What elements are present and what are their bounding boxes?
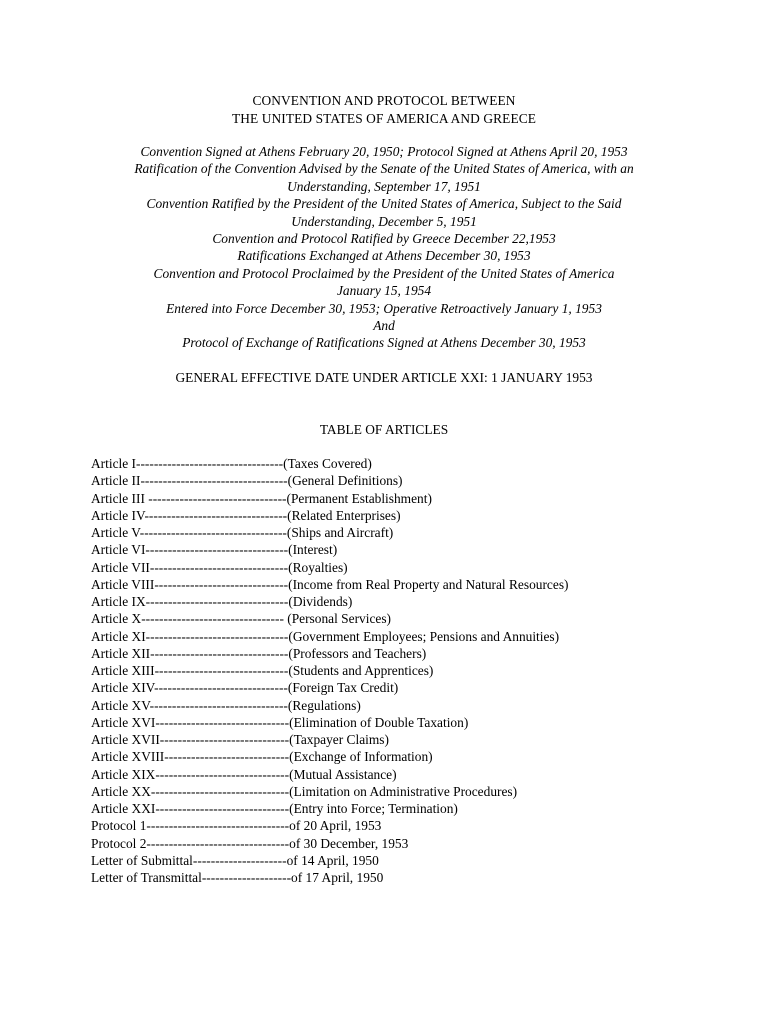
toc-entry <box>91 559 731 576</box>
toc-entry-label: Article IV <box>91 507 145 523</box>
toc-entry <box>91 852 731 869</box>
toc-entry-label: Article XVIII <box>91 749 165 765</box>
toc-entry-leader: ---------------------------- <box>164 749 290 765</box>
toc-entry-label: Article I <box>91 456 136 471</box>
toc-entry-leader: ------------------------------- <box>150 783 290 799</box>
toc-entry-description: of 14 April, 1950 <box>286 852 379 868</box>
toc-entry-label: Article XVII <box>91 732 160 747</box>
toc-entry <box>91 679 731 696</box>
toc-entry-leader: ------------------------------- <box>149 559 289 575</box>
history-line: Understanding, December 5, 1951 <box>291 213 477 229</box>
toc-entry-label: Article VIII <box>91 576 155 592</box>
toc-entry-description: (Professors and Teachers) <box>288 645 427 661</box>
toc-entry-description: (Entry into Force; Termination) <box>289 801 458 816</box>
effective-date: GENERAL EFFECTIVE DATE UNDER ARTICLE XXI: 1 JANUARY 1953 <box>175 370 593 385</box>
toc-entry-leader: --------------------- <box>192 852 287 868</box>
toc-entry-label: Article VII <box>91 559 150 575</box>
toc-entry-label: Article VI <box>91 542 146 558</box>
toc-entry-label: Article XIX <box>91 766 156 782</box>
toc-entry-description: (Students and Apprentices) <box>288 663 434 678</box>
toc-entry-leader: ------------------------------ <box>154 663 289 678</box>
toc-entry-label: Article XIV <box>91 680 155 696</box>
toc-entry-description: (Taxes Covered) <box>283 456 372 471</box>
toc-entry-label: Article XX <box>91 783 151 799</box>
toc-entry-description: (Income from Real Property and Natural Resources) <box>288 576 569 592</box>
history-line: January 15, 1954 <box>336 283 432 299</box>
toc-entry-leader: -------------------------------- <box>145 594 289 609</box>
toc-entry <box>91 455 731 472</box>
toc-entry-description: (Government Employees; Pensions and Annuities) <box>288 628 560 644</box>
toc-entry <box>91 748 731 765</box>
toc-entry <box>91 817 731 834</box>
toc-entry-description: (General Definitions) <box>287 473 403 489</box>
toc-entry-label: Protocol 1 <box>91 818 147 834</box>
toc-entry <box>91 869 731 886</box>
toc-entry <box>91 507 731 524</box>
history-line: Convention Signed at Athens February 20, 1950; Protocol Signed at Athens April 20, 1953 <box>140 144 628 159</box>
title-line-2: THE UNITED STATES OF AMERICA AND GREECE <box>231 110 537 126</box>
toc-entry <box>91 697 731 714</box>
toc-entry-leader: ------------------------------- <box>148 490 287 506</box>
treaty-history <box>0 143 768 352</box>
toc-entry-leader: --------------------------------- <box>139 525 287 540</box>
toc-entry-description: (Permanent Establishment) <box>286 490 432 506</box>
toc-entry-leader: ------------------------------- <box>150 645 289 661</box>
toc-entry-description: (Royalties) <box>288 559 348 575</box>
toc-entry-label: Article XV <box>91 697 150 713</box>
toc-entry-leader: ----------------------------- <box>159 732 290 747</box>
toc-entry <box>91 714 731 731</box>
toc-entry-leader: --------------------------------- <box>135 456 284 471</box>
toc-entry <box>91 472 731 489</box>
toc-entry <box>91 662 731 679</box>
toc-entry-description: (Exchange of Information) <box>289 749 433 765</box>
toc-entry-label: Article X <box>91 611 142 627</box>
toc-entry <box>91 490 731 507</box>
toc-entry-leader: -------------------------------- <box>146 835 290 851</box>
toc-entry-description: of 30 December, 1953 <box>289 835 409 851</box>
toc-entry-leader: ------------------------------ <box>155 766 290 782</box>
history-line: Protocol of Exchange of Ratifications Signed at Athens December 30, 1953 <box>182 335 586 351</box>
toc-entry-leader: --------------------------------- <box>140 473 288 489</box>
toc-entry-label: Article III <box>91 490 149 506</box>
toc-entry-leader: ------------------------------ <box>154 680 288 696</box>
toc-entry-description: (Foreign Tax Credit) <box>287 680 399 696</box>
toc-entry-label: Article XI <box>91 628 146 644</box>
toc-entry-leader: -------------------------------- <box>144 507 288 523</box>
toc-entry-description: of 17 April, 1950 <box>291 870 384 885</box>
toc-entry <box>91 645 731 662</box>
toc-entry-description: (Interest) <box>288 542 338 558</box>
toc-entry-leader: ------------------------------ <box>154 576 289 592</box>
toc-entry <box>91 593 731 610</box>
toc-entry-leader: -------------------------------- <box>145 628 289 644</box>
history-line: Understanding, September 17, 1951 <box>287 178 481 194</box>
toc-entry-leader: -------------------------------- <box>145 542 289 558</box>
history-line: And <box>373 318 395 334</box>
toc-entry-label: Article XII <box>91 645 151 661</box>
toc-entry <box>91 800 731 817</box>
toc-entry-leader: -------------------- <box>201 870 292 885</box>
toc-entry-description: (Taxpayer Claims) <box>289 732 389 747</box>
toc-entry-label: Article XXI <box>91 801 156 816</box>
toc-entry-description: (Regulations) <box>287 697 361 713</box>
toc-entry <box>91 766 731 783</box>
toc-entry-leader: -------------------------------- <box>141 611 288 627</box>
toc-entry-label: Letter of Submittal <box>91 852 193 868</box>
toc-entry <box>91 835 731 852</box>
toc-entry-description: (Related Enterprises) <box>287 507 401 523</box>
history-line: Ratification of the Convention Advised by the Senate of the United States of America, with an <box>134 161 634 177</box>
toc-entry-description: (Dividends) <box>288 594 353 609</box>
toc-entry-leader: ------------------------------- <box>149 697 288 713</box>
toc-entry <box>91 783 731 800</box>
toc-entry-leader: -------------------------------- <box>146 818 290 834</box>
history-line: Convention and Protocol Proclaimed by the President of the United States of America <box>153 265 615 281</box>
toc-entry <box>91 610 731 627</box>
toc-entry-description: (Ships and Aircraft) <box>286 525 394 540</box>
history-line: Convention Ratified by the President of the United States of America, Subject to the Said <box>146 196 622 212</box>
history-line: Convention and Protocol Ratified by Greece December 22,1953 <box>212 231 556 247</box>
toc-entry-label: Article XIII <box>91 663 155 678</box>
toc-entry <box>91 524 731 541</box>
toc-heading: TABLE OF ARTICLES <box>319 422 449 437</box>
toc-entry-leader: ------------------------------ <box>155 714 290 730</box>
title-line-1: CONVENTION AND PROTOCOL BETWEEN <box>252 93 516 108</box>
table-of-articles <box>91 455 731 886</box>
toc-entry <box>91 628 731 645</box>
toc-entry-description: (Limitation on Administrative Procedures) <box>289 783 518 799</box>
toc-entry-label: Article II <box>91 473 141 489</box>
toc-entry-description: (Mutual Assistance) <box>289 766 397 782</box>
toc-entry-label: Article IX <box>91 594 146 609</box>
toc-entry-description: of 20 April, 1953 <box>289 818 382 834</box>
history-line: Entered into Force December 30, 1953; Operative Retroactively January 1, 1953 <box>166 300 602 316</box>
toc-entry-description: (Elimination of Double Taxation) <box>289 714 469 730</box>
toc-entry-label: Article V <box>91 525 140 540</box>
toc-entry <box>91 731 731 748</box>
toc-entry-label: Letter of Transmittal <box>91 870 202 885</box>
toc-entry-label: Protocol 2 <box>91 835 147 851</box>
toc-entry-leader: ------------------------------ <box>155 801 290 816</box>
toc-entry-label: Article XVI <box>91 714 156 730</box>
document-title <box>0 92 768 127</box>
history-line: Ratifications Exchanged at Athens December 30, 1953 <box>237 248 531 264</box>
toc-entry <box>91 576 731 593</box>
toc-entry-description: (Personal Services) <box>287 611 391 627</box>
toc-entry <box>91 541 731 558</box>
